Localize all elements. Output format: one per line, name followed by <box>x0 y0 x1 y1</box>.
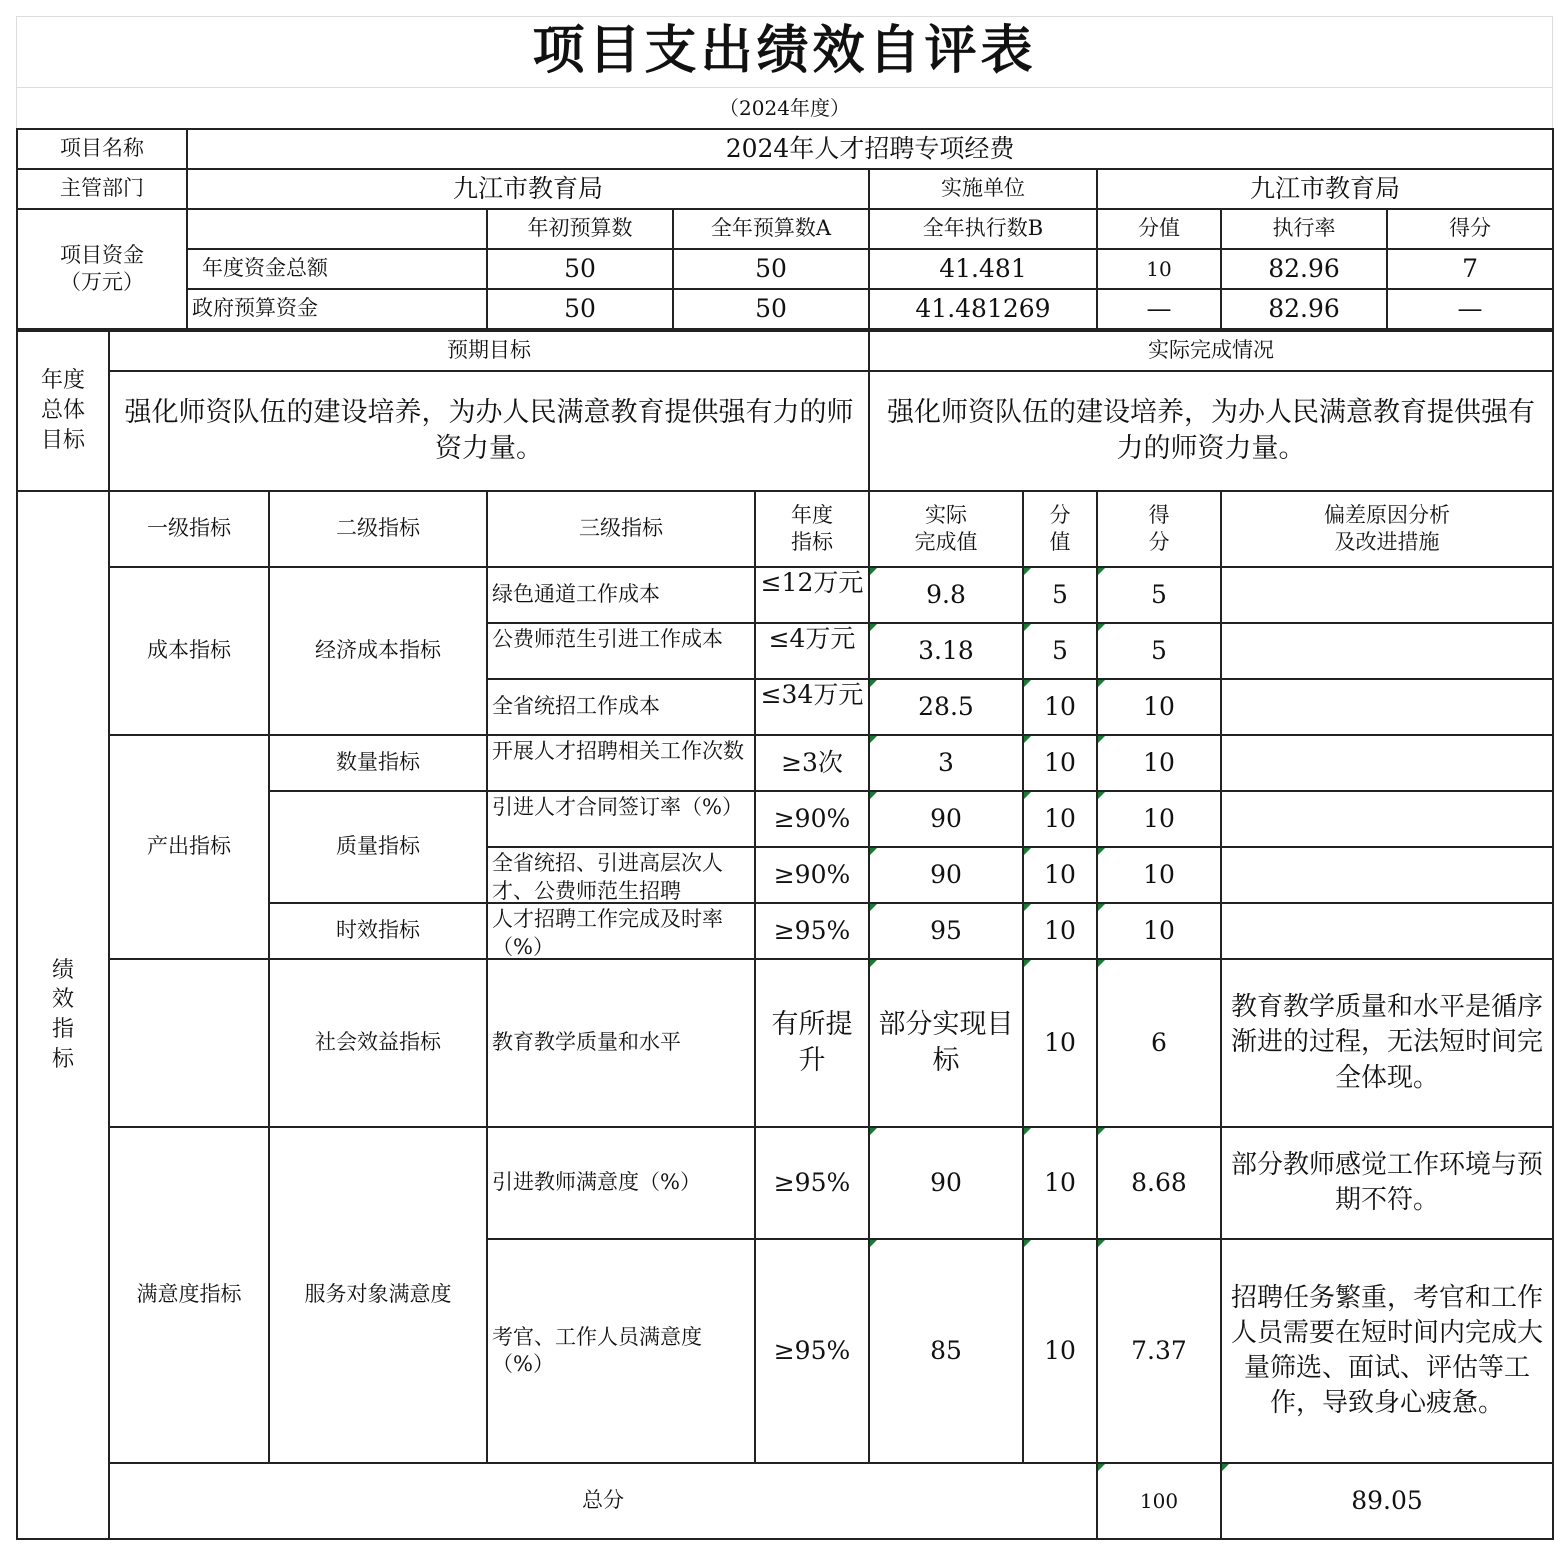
indicator-score: 10 <box>1097 847 1221 903</box>
indicator-score-value: 10 <box>1023 791 1097 847</box>
funds-row-score: 7 <box>1387 249 1553 289</box>
total-score-value: 100 <box>1097 1463 1221 1539</box>
indicator-deviation-note <box>1221 735 1553 791</box>
indicator-actual: 28.5 <box>869 679 1023 735</box>
header-deviation: 偏差原因分析 及改进措施 <box>1221 491 1553 567</box>
header-actual: 实际 完成值 <box>869 491 1023 567</box>
indicator-score: 10 <box>1097 903 1221 959</box>
project-info-table <box>16 128 1554 330</box>
indicator-deviation-note: 招聘任务繁重，考官和工作人员需要在短时间内完成大量筛选、面试、评估等工作，导致身心疲惫。 <box>1221 1239 1553 1463</box>
subgroup-quantity: 数量指标 <box>269 735 487 791</box>
indicator-deviation-note: 教育教学质量和水平是循序渐进的过程，无法短时间完全体现。 <box>1221 959 1553 1127</box>
indicator-score-value: 10 <box>1023 735 1097 791</box>
indicator-deviation-note <box>1221 791 1553 847</box>
total-row <box>17 1463 1553 1539</box>
indicator-actual: 3.18 <box>869 623 1023 679</box>
indicator-deviation-note <box>1221 903 1553 959</box>
indicator-score: 10 <box>1097 735 1221 791</box>
indicator-score-value: 10 <box>1023 1239 1097 1463</box>
funds-label: 项目资金 （万元） <box>17 209 187 329</box>
funds-row-rate: 82.96 <box>1221 289 1387 329</box>
group-benefit <box>109 959 269 1127</box>
funds-row-score-value: — <box>1097 289 1221 329</box>
expected-goal-header: 预期目标 <box>109 331 869 371</box>
indicator-score: 10 <box>1097 679 1221 735</box>
funds-row-name: 年度资金总额 <box>187 249 487 289</box>
indicator-name: 引进人才合同签订率（%） <box>492 795 743 819</box>
indicator-deviation-note: 部分教师感觉工作环境与预期不符。 <box>1221 1127 1553 1239</box>
indicator-score: 6 <box>1097 959 1221 1127</box>
indicator-actual: 90 <box>869 1127 1023 1239</box>
indicator-target: ≥95% <box>755 1127 869 1239</box>
indicator-name: 引进教师满意度（%） <box>487 1127 755 1239</box>
indicator-score-value: 5 <box>1023 623 1097 679</box>
indicator-score-value: 10 <box>1023 959 1097 1127</box>
project-name-label: 项目名称 <box>17 129 187 169</box>
indicator-target: ≤12万元 <box>760 569 864 597</box>
indicator-score: 5 <box>1097 567 1221 623</box>
form-header <box>16 16 1553 128</box>
indicator-actual: 3 <box>869 735 1023 791</box>
evaluation-form <box>16 16 1552 1540</box>
funds-row-score: — <box>1387 289 1553 329</box>
indicator-score-value: 10 <box>1023 1127 1097 1239</box>
indicator-target: ≤4万元 <box>768 625 856 653</box>
header-level1: 一级指标 <box>109 491 269 567</box>
header-target: 年度 指标 <box>755 491 869 567</box>
total-score: 89.05 <box>1221 1463 1553 1539</box>
project-name-value: 2024年人才招聘专项经费 <box>187 129 1553 169</box>
subgroup-economic: 经济成本指标 <box>269 567 487 735</box>
indicator-name: 公费师范生引进工作成本 <box>492 627 723 651</box>
unit-label: 实施单位 <box>869 169 1097 209</box>
header-level3: 三级指标 <box>487 491 755 567</box>
funds-header-rate: 执行率 <box>1221 209 1387 249</box>
indicators-table <box>16 330 1554 1540</box>
indicator-row <box>17 959 1553 1127</box>
indicator-name: 考官、工作人员满意度（%） <box>487 1239 755 1463</box>
indicator-target: ≥95% <box>755 1239 869 1463</box>
funds-header-annual: 全年预算数A <box>673 209 869 249</box>
indicator-target: 有所提升 <box>755 959 869 1127</box>
funds-header-score: 得分 <box>1387 209 1553 249</box>
header-score: 得 分 <box>1097 491 1221 567</box>
indicator-score: 8.68 <box>1097 1127 1221 1239</box>
dept-label: 主管部门 <box>17 169 187 209</box>
subgroup-quality: 质量指标 <box>269 791 487 903</box>
subgroup-timeliness: 时效指标 <box>269 903 487 959</box>
indicator-name: 全省统招、引进高层次人才、公费师范生招聘 <box>492 851 723 901</box>
indicator-row <box>17 1127 1553 1239</box>
header-level2: 二级指标 <box>269 491 487 567</box>
indicator-name: 绿色通道工作成本 <box>487 567 755 623</box>
indicator-actual: 90 <box>869 847 1023 903</box>
page-title: 项目支出绩效自评表 <box>17 17 1553 88</box>
funds-row-score-value: 10 <box>1097 249 1221 289</box>
indicator-name: 开展人才招聘相关工作次数 <box>492 739 744 763</box>
funds-row-annual: 50 <box>673 249 869 289</box>
funds-row-initial: 50 <box>487 249 673 289</box>
indicator-actual: 9.8 <box>869 567 1023 623</box>
indicator-row <box>17 567 1553 623</box>
funds-row-annual: 50 <box>673 289 869 329</box>
indicator-score-value: 10 <box>1023 679 1097 735</box>
header-score-value: 分 值 <box>1023 491 1097 567</box>
indicator-score: 10 <box>1097 791 1221 847</box>
indicator-score: 5 <box>1097 623 1221 679</box>
indicator-name: 人才招聘工作完成及时率（%） <box>492 907 723 957</box>
report-year: （2024年度） <box>17 88 1553 129</box>
dept-value: 九江市教育局 <box>187 169 869 209</box>
actual-goal-header: 实际完成情况 <box>869 331 1553 371</box>
indicator-name: 教育教学质量和水平 <box>487 959 755 1127</box>
indicator-actual: 部分实现目标 <box>869 959 1023 1127</box>
funds-row-initial: 50 <box>487 289 673 329</box>
indicator-actual: 95 <box>869 903 1023 959</box>
indicator-target: ≥95% <box>755 903 869 959</box>
indicator-target: ≥3次 <box>755 735 869 791</box>
indicator-target: ≥90% <box>755 791 869 847</box>
indicator-score-value: 5 <box>1023 567 1097 623</box>
funds-header-blank <box>187 209 487 249</box>
indicator-row <box>17 735 1553 791</box>
total-label: 总分 <box>109 1463 1097 1539</box>
indicator-deviation-note <box>1221 847 1553 903</box>
indicator-actual: 85 <box>869 1239 1023 1463</box>
indicator-target: ≥90% <box>755 847 869 903</box>
expected-goal-text: 强化师资队伍的建设培养，为办人民满意教育提供强有力的师资力量。 <box>109 371 869 491</box>
indicator-score-value: 10 <box>1023 847 1097 903</box>
indicator-name: 全省统招工作成本 <box>487 679 755 735</box>
funds-header-score-value: 分值 <box>1097 209 1221 249</box>
funds-row <box>17 289 1553 329</box>
indicator-actual: 90 <box>869 791 1023 847</box>
indicator-target: ≤34万元 <box>760 681 864 709</box>
funds-row-name: 政府预算资金 <box>187 289 487 329</box>
subgroup-service: 服务对象满意度 <box>269 1127 487 1463</box>
funds-header-executed: 全年执行数B <box>869 209 1097 249</box>
group-output: 产出指标 <box>109 735 269 959</box>
funds-row-rate: 82.96 <box>1221 249 1387 289</box>
indicator-deviation-note <box>1221 567 1553 623</box>
funds-row <box>17 249 1553 289</box>
group-cost: 成本指标 <box>109 567 269 735</box>
funds-header-initial: 年初预算数 <box>487 209 673 249</box>
unit-value: 九江市教育局 <box>1097 169 1553 209</box>
funds-row-executed: 41.481 <box>869 249 1097 289</box>
indicator-score: 7.37 <box>1097 1239 1221 1463</box>
indicators-label: 绩 效 指 标 <box>17 491 109 1539</box>
indicator-score-value: 10 <box>1023 903 1097 959</box>
subgroup-social: 社会效益指标 <box>269 959 487 1127</box>
actual-goal-text: 强化师资队伍的建设培养，为办人民满意教育提供强有力的师资力量。 <box>869 371 1553 491</box>
funds-row-executed: 41.481269 <box>869 289 1097 329</box>
group-satisfaction: 满意度指标 <box>109 1127 269 1463</box>
indicator-deviation-note <box>1221 679 1553 735</box>
indicator-deviation-note <box>1221 623 1553 679</box>
goals-label: 年度 总体 目标 <box>17 331 109 491</box>
